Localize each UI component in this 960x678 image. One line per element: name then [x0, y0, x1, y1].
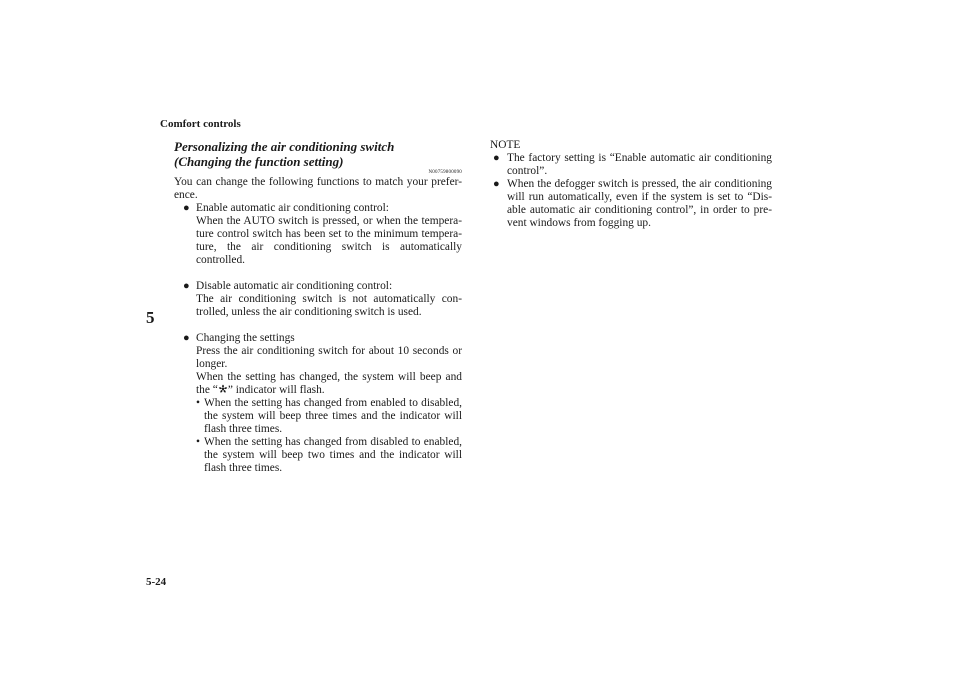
section-heading: Personalizing the air conditioning switch (Changing the function setting) [174, 139, 395, 169]
left-column [174, 139, 462, 475]
item-body: The air conditioning switch is not automatically con-trolled, unless the air conditioning switch is used. [196, 293, 462, 318]
list-item [174, 202, 462, 267]
sub-list-item: • When the setting has changed from enabled to disabled, the system will beep three times and the indicator will flash three times. [196, 397, 462, 435]
list-item [174, 280, 462, 319]
item-body: Press the air conditioning switch for about 10 seconds or longer. [196, 345, 462, 370]
item-title: Changing the settings [196, 332, 295, 344]
item-title: Disable automatic air conditioning control: [196, 280, 393, 292]
fan-icon [218, 384, 228, 394]
sub-list-item: • When the setting has changed from disabled to enabled, the system will beep two times and the indicator will flash three times. [196, 436, 462, 474]
bullet-icon: ● [183, 280, 190, 292]
page-number: 5-24 [146, 576, 167, 588]
bullet-icon: ● [493, 178, 500, 190]
bullet-icon: ● [183, 202, 190, 214]
chapter-tab: 5 [146, 308, 155, 327]
right-column [490, 139, 772, 230]
note-label: NOTE [490, 139, 521, 151]
item-title: Enable automatic air conditioning control: [196, 202, 389, 214]
sub-bullet-icon: • [196, 397, 200, 409]
item-body: When the AUTO switch is pressed, or when the tempera-ture control switch has been set to the minimum tempera-ture, the air conditioning switch is automatically controlled. [196, 215, 462, 266]
sub-bullet-icon: • [196, 436, 200, 448]
bullet-icon: ● [183, 332, 190, 344]
section-header: Comfort controls [160, 118, 241, 130]
bullet-icon: ● [493, 152, 500, 164]
note-item: ● When the defogger switch is pressed, the air conditioning will run automatically, even if the system is set to “Dis-able automatic air conditioning control”, in order to pre-vent windows from fogging up. [493, 178, 772, 229]
item-body-indicator: When the setting has changed, the system will beep and the “ ” indicator will flash. [196, 371, 462, 396]
intro-paragraph: You can change the following functions to match your prefer-ence. [174, 176, 462, 201]
note-item: ● The factory setting is “Enable automatic air conditioning control”. [493, 152, 772, 177]
reference-code: N00759800090 [428, 170, 462, 175]
list-item [174, 332, 462, 475]
